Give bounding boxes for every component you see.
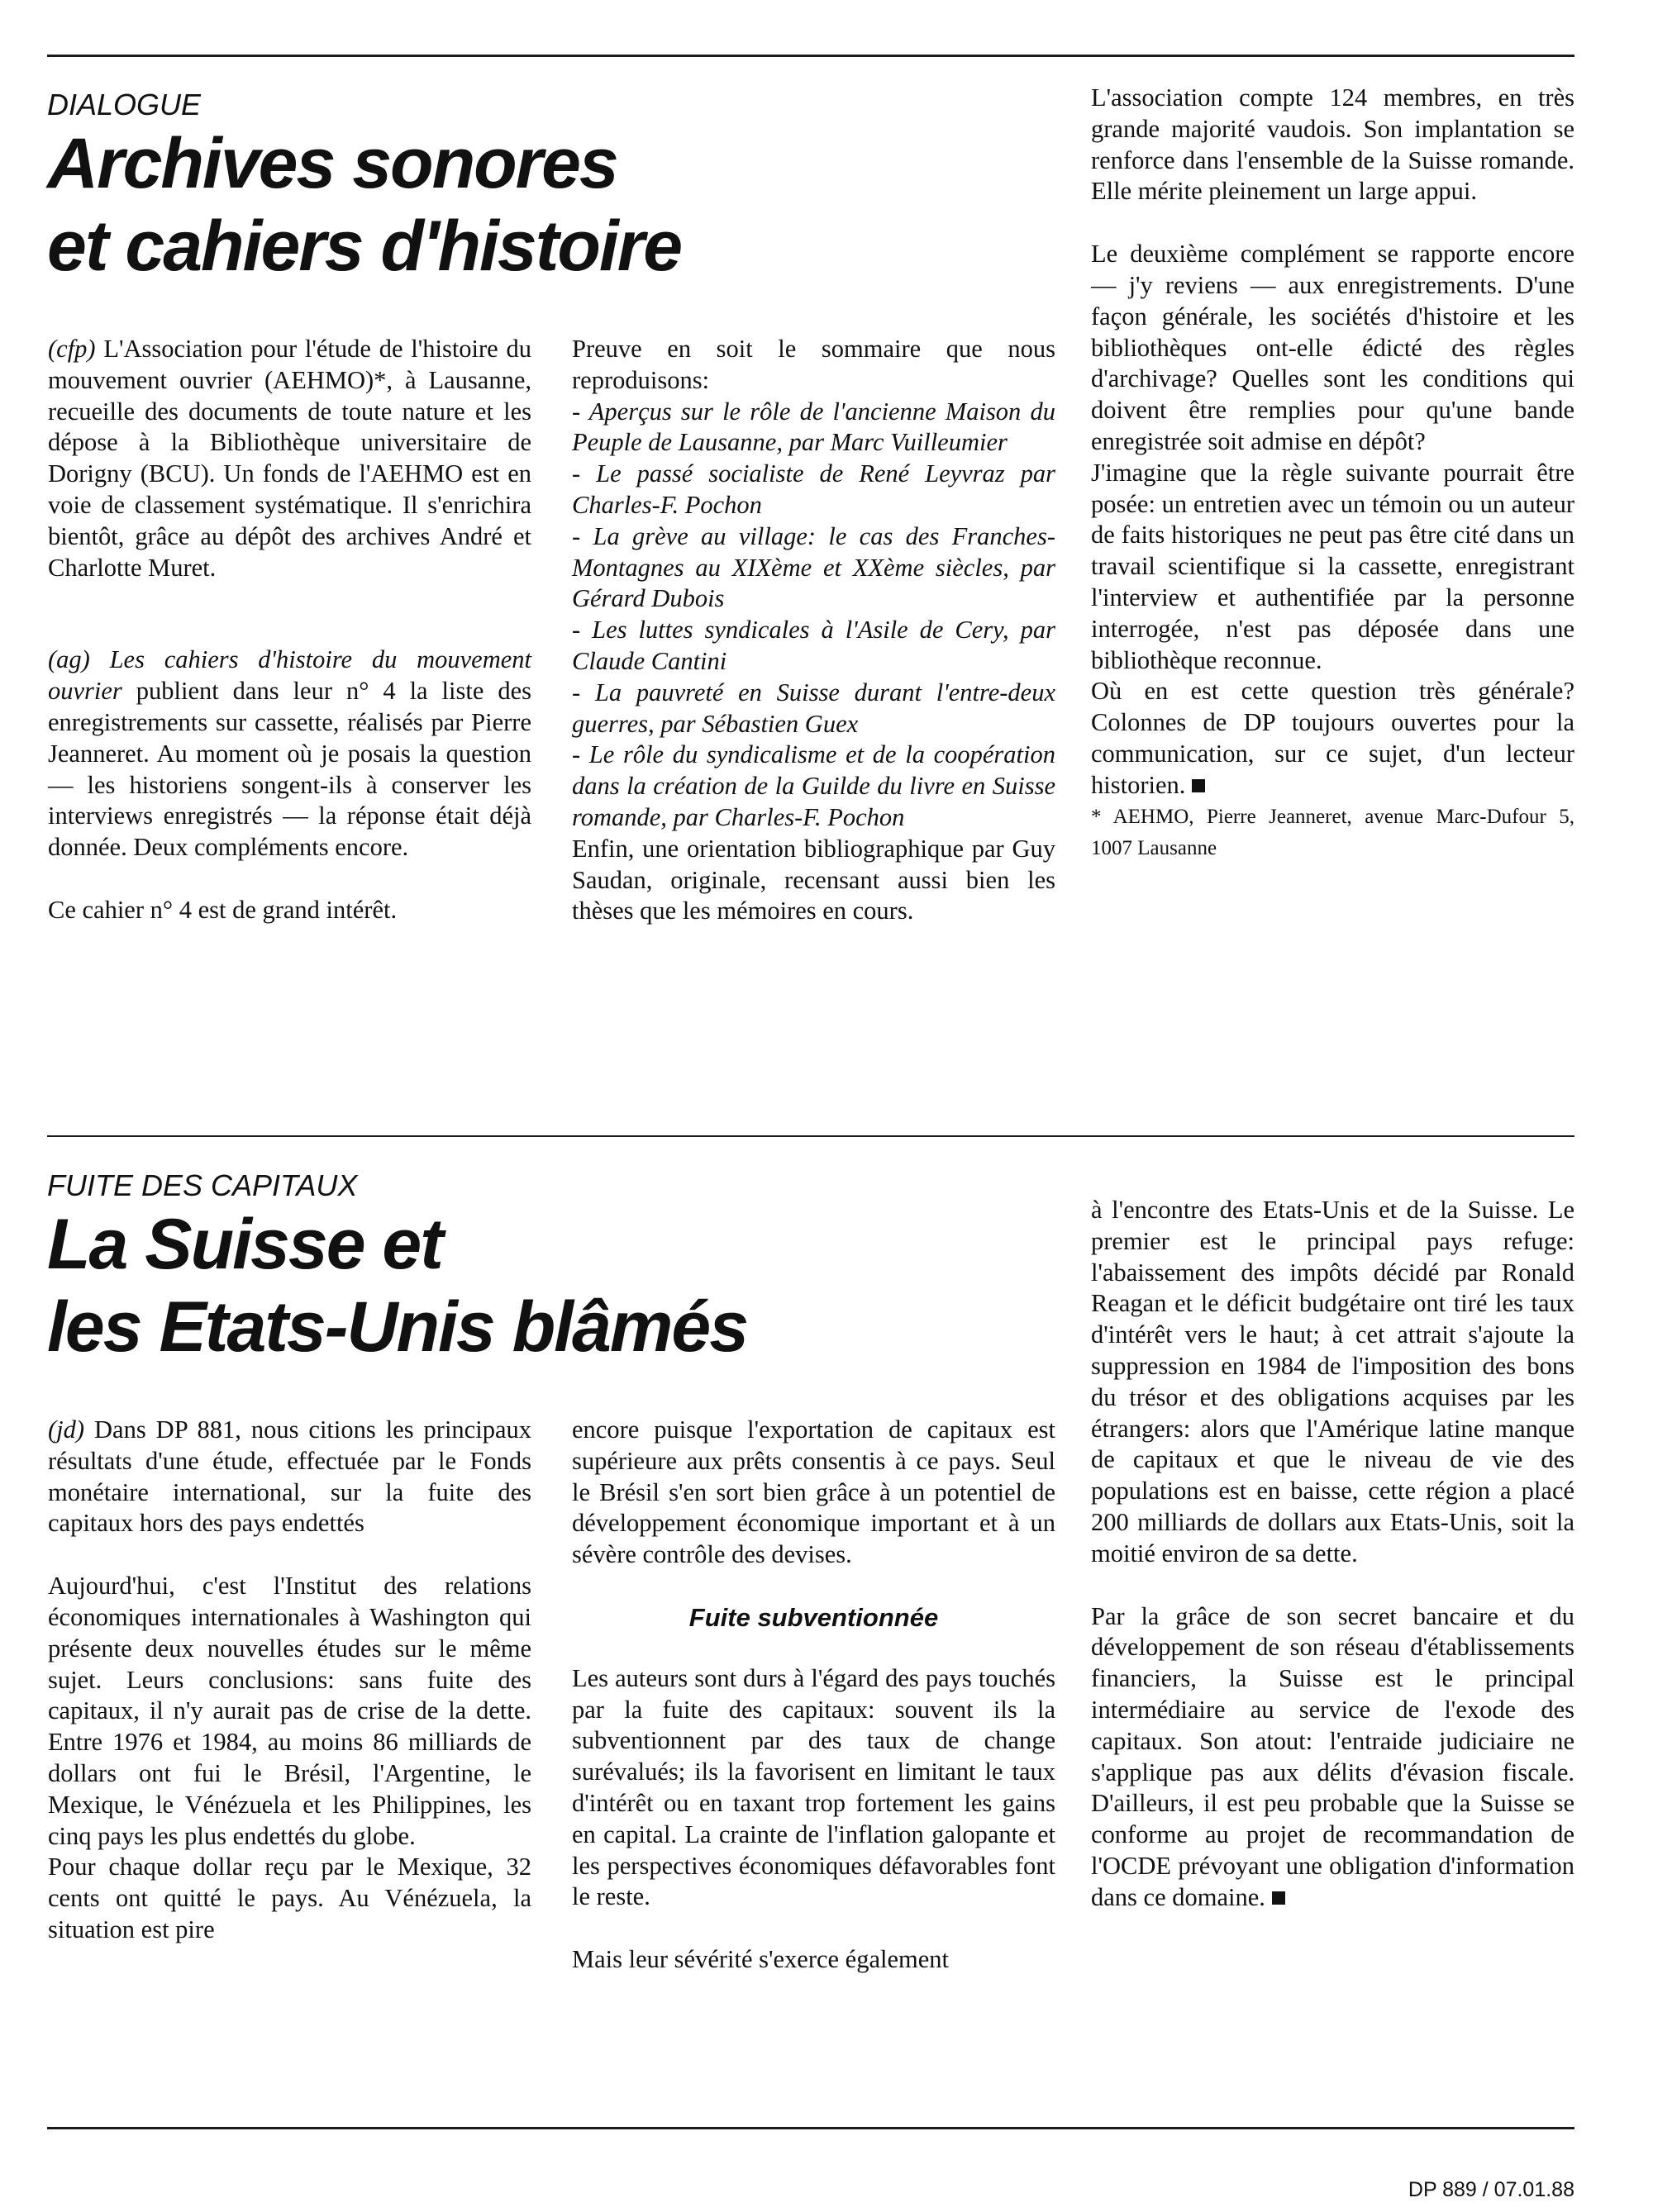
article1-column-3 — [1091, 83, 1574, 864]
article2-column-3 — [1091, 1195, 1574, 1914]
footnote: * AEHMO, Pierre Jeanneret, avenue Marc-Dufour 5, 1007 Lausanne — [1091, 805, 1574, 859]
author-tag: (cfp) — [48, 335, 96, 363]
page-folio: DP 889 / 07.01.88 — [1408, 2178, 1574, 2201]
summary-item: - Le rôle du syndicalisme et de la coopération dans la création de la Guilde du livre en Suisse romande, par Charles-F. Pochon — [572, 740, 1055, 831]
article1-col3-paragraph-3: J'imagine que la règle suivante pourrait être posée: un entretien avec un témoin ou un auteur de faits historiques ne peut pas être cité dans un travail scientifique si la cassette, enregistrant l'interview et authentifiée par la personne interrogée, n'est pas déposée dans une bibliothèque reconnue. — [1091, 458, 1574, 674]
end-mark-icon — [1272, 1891, 1285, 1905]
article1-column-1 — [48, 334, 531, 926]
top-rule — [47, 55, 1574, 57]
article2-column-1 — [48, 1415, 531, 1946]
article2-col2-paragraph-2: Les auteurs sont durs à l'égard des pays touchés par la fuite des capitaux: souvent ils la subventionnent par des taux de change surévalués; ils la favorisent en limitant le taux d'intérêt ou en taxant trop fortement les gains en capital. La crainte de l'inflation galopante et les perspectives économiques défavorables font le reste. — [572, 1663, 1055, 1911]
subheading: Fuite subventionnée — [688, 1602, 939, 1632]
summary-item: - Le passé socialiste de René Leyvraz par Charles-F. Pochon — [572, 459, 1055, 519]
author-tag: (jd) — [48, 1415, 85, 1444]
author-tag: (ag) — [48, 645, 90, 674]
article2-col2-paragraph-3: Mais leur sévérité s'exerce également — [572, 1945, 949, 1974]
summary-item: - La pauvreté en Suisse durant l'entre-deux guerres, par Sébastien Guex — [572, 678, 1055, 738]
article1-col1-paragraph-2: (ag) Les cahiers d'histoire du mouvement ouvrier publient dans leur n° 4 la liste des enregistrements sur cassette, réalisés par Pierre Jeanneret. Au moment où je posais la question — les historiens songent-ils à conserver les interviews enregistrés — la réponse était déjà donnée. Deux compléments encore. — [48, 645, 531, 862]
summary-item: - La grève au village: le cas des Franches-Montagnes au XIXème et XXème siècles, par Gérard Dubois — [572, 521, 1055, 613]
publication-title: Les cahiers d'histoire du mouvement ouvrier — [48, 645, 531, 706]
article1-kicker: DIALOGUE — [47, 88, 202, 121]
summary-item: - Les luttes syndicales à l'Asile de Cery, par Claude Cantini — [572, 616, 1055, 675]
article1-col1-paragraph-1: (cfp) L'Association pour l'étude de l'histoire du mouvement ouvrier (AEHMO)*, à Lausanne, recueille des documents de toute nature et les dépose à la Bibliothèque universitaire de Dorigny (BCU). Un fonds de l'AEHMO est en voie de classement systématique. Il s'enrichira bientôt, grâce au dépôt des archives André et Charlotte Muret. — [48, 335, 531, 582]
article2-kicker: FUITE DES CAPITAUX — [47, 1168, 358, 1202]
article2-col3-paragraph-2: Par la grâce de son secret bancaire et du développement de son réseau d'établissements financiers, la Suisse est le principal intermédiaire au service de l'exode des capitaux. Son atout: l'entraide judiciaire ne s'applique pas aux délits d'évasion fiscale. D'ailleurs, il est peu probable que la Suisse se conforme au projet de recommandation de l'OCDE prévoyant une obligation d'information dans ce domaine. — [1091, 1601, 1574, 1911]
article1-title-line2: et cahiers d'histoire — [47, 207, 682, 286]
article1-col3-paragraph-4: Où en est cette question très générale? Colonnes de DP toujours ouvertes pour la communication, sur ce sujet, d'un lecteur historien. — [1091, 677, 1574, 799]
article2-col1-paragraph-1: (jd) Dans DP 881, nous citions les principaux résultats d'une étude, effectuée par le Fonds monétaire international, sur la fuite des capitaux hors des pays endettés — [48, 1415, 531, 1538]
article2-title — [47, 1203, 747, 1368]
article2-title-line1: La Suisse et — [47, 1205, 442, 1284]
article1-title — [47, 122, 681, 288]
section-divider — [47, 1135, 1574, 1137]
article2-column-2 — [572, 1415, 1055, 1976]
end-mark-icon — [1192, 779, 1205, 792]
article2-col2-paragraph-1: encore puisque l'exportation de capitaux est supérieure aux prêts consentis à ce pays. Seul le Brésil s'en sort bien grâce à un potentiel de développement économique important et à un sévère contrôle des devises. — [572, 1415, 1055, 1569]
article2-title-line2: les Etats-Unis blâmés — [47, 1287, 748, 1367]
article1-col3-paragraph-2: Le deuxième complément se rapporte encore — j'y reviens — aux enregistrements. D'une façon générale, les sociétés d'histoire et les bibliothèques ont-elle édicté des règles d'archivage? Quelles sont les conditions qui doivent être remplies pour qu'une bande enregistrée soit admise en dépôt? — [1091, 240, 1574, 455]
article1-col1-paragraph-3: Ce cahier n° 4 est de grand intérêt. — [48, 895, 398, 924]
article1-title-line1: Archives sonores — [47, 124, 617, 203]
article1-column-2 — [572, 334, 1055, 927]
summary-item: - Aperçus sur le rôle de l'ancienne Maison du Peuple de Lausanne, par Marc Vuilleumier — [572, 397, 1055, 457]
article2-col1-paragraph-2: Aujourd'hui, c'est l'Institut des relations économiques internationales à Washington qui présente deux nouvelles études sur le même sujet. Leurs conclusions: sans fuite des capitaux, il n'y aurait pas de crise de la dette. Entre 1976 et 1984, au moins 86 milliards de dollars ont fui le Brésil, l'Argentine, le Mexique, le Vénézuela et les Philippines, les cinq pays les plus endettés du globe. — [48, 1572, 531, 1850]
article1-col3-paragraph-1: L'association compte 124 membres, en très grande majorité vaudois. Son implantation se renforce dans l'ensemble de la Suisse romande. Elle mérite pleinement un large appui. — [1091, 83, 1574, 206]
summary-intro: Preuve en soit le sommaire que nous reproduisons: — [572, 335, 1055, 394]
summary-outro: Enfin, une orientation bibliographique par Guy Saudan, originale, recensant aussi bien les thèses que les mémoires en cours. — [572, 834, 1055, 925]
bottom-rule — [47, 2127, 1574, 2129]
article2-col3-paragraph-1: à l'encontre des Etats-Unis et de la Suisse. Le premier est le principal pays refuge: l'abaissement des impôts décidé par Ronald Reagan et le déficit budgétaire ont tiré les taux d'intérêt vers le haut; à cet attrait s'ajoute la suppression en 1984 de l'imposition des bons du trésor et des obligations acquises par les étrangers: alors que l'Amérique latine manque de capitaux et que le niveau de vie des populations est en baisse, cette région a placé 200 milliards de dollars aux Etats-Unis, soit la moitié environ de sa dette. — [1091, 1196, 1574, 1567]
article2-col1-paragraph-3: Pour chaque dollar reçu par le Mexique, 32 cents ont quitté le pays. Au Vénézuela, la situation est pire — [48, 1853, 531, 1943]
